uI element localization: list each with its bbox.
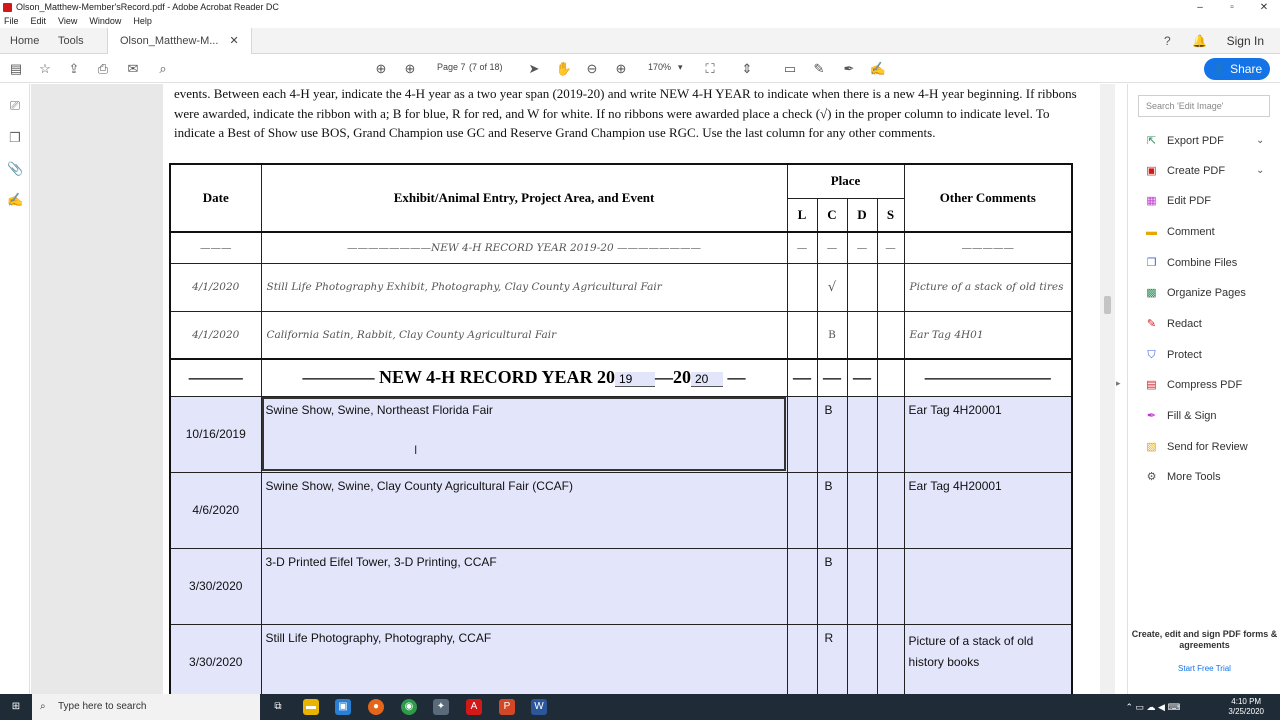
menu-edit[interactable]: Edit [30,16,47,26]
page-count: (7 of 18) [469,62,503,72]
scrollbar-thumb[interactable] [1104,296,1111,314]
help-icon[interactable]: ? [1164,34,1171,48]
tool-label: Redact [1167,318,1202,330]
comments-field[interactable]: Ear Tag 4H20001 [904,472,1072,548]
record-row [170,548,1072,624]
example-entry: California Satin, Rabbit, Clay County Agricultural Fair [261,311,787,359]
window-title-bar [0,0,1280,15]
d-field[interactable] [847,396,877,472]
window-title: Olson_Matthew-Member'sRecord.pdf - Adobe Acrobat Reader DC [16,2,279,12]
menu-view[interactable]: View [58,16,78,26]
tool-fill-sign[interactable] [1144,407,1217,425]
example-dash-c: — [817,232,847,263]
file-explorer-icon[interactable]: ▬ [303,699,319,715]
hand-tool-icon[interactable]: ✋ [555,61,573,76]
comments-field[interactable]: Ear Tag 4H20001 [904,396,1072,472]
scan-enhance-icon[interactable]: ⎚ [9,98,21,113]
example-year-row [170,232,1072,263]
record-row [170,396,1072,472]
tool-combine-files[interactable] [1144,254,1237,272]
edit-pdf-icon: ▦ [1146,195,1157,208]
date-field[interactable]: 3/30/2020 [170,548,261,624]
pdf-page [163,84,1105,694]
redact-pen-icon: ✎ [1146,318,1157,331]
share-button[interactable] [1204,58,1270,80]
tool-label: Combine Files [1167,257,1238,269]
tool-protect[interactable] [1144,346,1202,364]
tool-more-tools[interactable] [1144,468,1221,486]
windows-start-icon[interactable]: ⊞ [11,701,21,712]
close-window-button[interactable]: ✕ [1259,2,1269,13]
example-date: 4/1/2020 [170,263,261,311]
example-c-mark: √ [817,263,847,311]
draw-sign-icon[interactable]: ✒ [843,61,855,76]
collapse-right-panel-icon[interactable]: ▸ [1116,378,1121,388]
new-year-dash-l: — [787,359,817,396]
records-table [169,163,1073,694]
header-date: Date [170,164,261,232]
tools-search-input[interactable]: Search 'Edit Image' [1138,95,1270,117]
example-date: 4/1/2020 [170,311,261,359]
acrobat-taskbar-icon[interactable]: A [466,699,482,715]
s-field[interactable] [877,548,904,624]
s-field[interactable] [877,396,904,472]
header-s: S [877,198,904,232]
scroll-mode-icon[interactable]: ⇕ [741,61,753,76]
notification-bell-icon[interactable]: 🔔 [1192,34,1207,48]
tab-bar [0,28,1280,54]
tool-compress-pdf[interactable] [1144,376,1242,394]
tool-label: Edit PDF [1167,195,1212,207]
share-label: Share [1230,62,1263,76]
start-free-trial-link[interactable]: Start Free Trial [1178,664,1231,673]
l-field[interactable] [787,396,817,472]
example-row [170,311,1072,359]
example-comments: Picture of a stack of old tires [904,263,1072,311]
tool-label: Export PDF [1167,135,1224,147]
d-field[interactable] [847,624,877,694]
protect-shield-icon: ⛉ [1147,349,1156,362]
example-dash-comments: ————— [904,232,1072,263]
export-pdf-icon: ⇱ [1146,135,1157,148]
task-view-icon[interactable]: ⧉ [274,701,282,712]
c-field[interactable]: B [817,396,847,472]
new-year-mid: —20 [655,367,691,388]
comments-field[interactable]: Picture of a stack of old history books [904,624,1072,694]
minimize-button[interactable]: – [1197,2,1203,13]
fill-sign-pen-icon: ✒ [1146,410,1157,423]
send-review-icon: ▧ [1146,441,1157,454]
page-thumbnails-icon[interactable]: ❐ [9,130,21,145]
header-c: C [817,198,847,232]
word-icon[interactable]: W [531,699,547,715]
email-icon[interactable]: ✉ [127,61,139,76]
vertical-scrollbar[interactable] [1100,84,1115,694]
tool-create-pdf[interactable] [1144,162,1265,180]
tool-comment[interactable] [1144,223,1215,241]
windows-taskbar [0,694,1280,720]
example-c-mark: B [817,311,847,359]
close-tab-icon[interactable]: ✕ [229,35,239,47]
entry-field[interactable]: 3-D Printed Eifel Tower, 3-D Printing, CCAF [261,548,787,624]
expand-chevron-icon[interactable]: ⌄ [1256,135,1265,146]
l-field[interactable] [787,624,817,694]
tab-document-label: Olson_Matthew-M... [120,35,219,47]
combine-files-icon: ❐ [1146,257,1157,270]
tool-redact[interactable] [1144,315,1202,333]
example-comments: Ear Tag 4H01 [904,311,1072,359]
tool-label: Compress PDF [1167,379,1243,391]
clock-date: 3/25/2020 [1228,707,1264,716]
tab-document[interactable] [107,28,252,54]
comment-bubble-icon: ▬ [1146,226,1157,239]
l-field[interactable] [787,472,817,548]
menu-window[interactable]: Window [89,16,122,26]
record-row [170,472,1072,548]
search-icon: ⌕ [40,701,46,712]
entry-field[interactable]: Swine Show, Swine, Northeast Florida Fair [261,396,787,472]
tool-send-for-review[interactable] [1144,438,1248,456]
share-person-icon: 👤 [1211,62,1231,76]
s-field[interactable] [877,472,904,548]
powerpoint-icon[interactable]: P [499,699,515,715]
zoom-level-select[interactable]: 170% [648,62,672,72]
tools-pane [1127,84,1280,694]
organize-pages-icon: ▩ [1146,287,1157,300]
create-pdf-icon: ▣ [1146,165,1157,178]
select-cursor-icon[interactable]: ➤ [528,61,540,76]
example-dash-date: ——— [170,232,261,263]
d-field[interactable] [847,472,877,548]
text-cursor-icon: I [414,443,418,457]
entry-field[interactable]: Still Life Photography, Photography, CCAF [261,624,787,694]
new-year-suffix: — [723,367,746,388]
zoom-out-icon[interactable]: ⊖ [586,61,598,76]
comments-field[interactable] [904,548,1072,624]
new-year-dash-d: — [847,359,877,396]
date-field[interactable]: 10/16/2019 [170,396,261,472]
bookmark-star-icon[interactable]: ☆ [39,61,51,76]
taskbar-search-placeholder: Type here to search [58,701,147,712]
taskbar-clock[interactable] [1228,697,1264,717]
l-field[interactable] [787,548,817,624]
header-place: Place [787,164,904,198]
signature-icon[interactable]: ✍ [7,192,24,207]
entry-field[interactable]: Swine Show, Swine, Clay County Agricultural Fair (CCAF) [261,472,787,548]
main-toolbar [0,55,1280,83]
date-field[interactable]: 4/6/2020 [170,472,261,548]
system-tray-icons[interactable]: ⌃ ▭ ☁ ◀ ⌨ [1125,702,1181,712]
chrome-icon[interactable]: ◉ [401,699,417,715]
app-icon[interactable]: ✦ [433,699,449,715]
tool-label: Create PDF [1167,165,1226,177]
firefox-icon[interactable]: ● [368,699,384,715]
page-number-field[interactable]: Page 7 [437,62,466,72]
next-page-icon[interactable]: ⊕ [404,61,416,76]
tab-tools[interactable]: Tools [58,35,84,47]
store-icon[interactable]: ▣ [335,699,351,715]
maximize-button[interactable]: ▫ [1230,2,1234,13]
tool-organize-pages[interactable] [1144,284,1246,302]
menu-help[interactable]: Help [133,16,152,26]
s-field[interactable] [877,624,904,694]
comment-icon[interactable]: ▭ [783,61,797,76]
find-search-icon[interactable]: ⌕ [159,61,167,76]
example-dash-d: — [847,232,877,263]
example-entry: Still Life Photography Exhibit, Photography, Clay County Agricultural Fair [261,263,787,311]
tool-label: Fill & Sign [1167,410,1217,422]
year-end-field[interactable]: 20 [691,372,723,387]
tool-label: Comment [1167,226,1215,238]
expand-chevron-icon[interactable]: ⌄ [1256,165,1265,176]
date-field[interactable]: 3/30/2020 [170,624,261,694]
c-field[interactable]: R [817,624,847,694]
menu-bar [0,15,1280,28]
left-nav-rail [0,84,30,694]
upload-cloud-icon[interactable]: ⇪ [68,61,80,76]
example-dash-s: — [877,232,904,263]
new-year-dash-comments: ——————— [904,359,1072,396]
save-icon[interactable]: ▤ [9,61,23,76]
tab-home[interactable]: Home [10,35,40,47]
more-tools-icon: ⚙ [1146,471,1157,484]
previous-page-icon[interactable]: ⊕ [375,61,387,76]
new-year-prefix: ———— NEW 4-H RECORD YEAR 20 [302,367,615,388]
attachments-paperclip-icon[interactable]: 📎 [7,161,24,176]
tool-label: Protect [1167,349,1202,361]
example-year-line: ————————NEW 4-H RECORD YEAR 2019-20 ———————— [261,232,787,263]
example-dash-l: — [787,232,817,263]
tool-export-pdf[interactable] [1144,132,1265,150]
new-year-dash-c: — [817,359,847,396]
zoom-in-icon[interactable]: ⊕ [615,61,627,76]
tool-label: Send for Review [1167,441,1248,453]
acrobat-app-icon [3,3,12,12]
instructions-text: events. Between each 4-H year, indicate the 4-H year as a two year span (2019-20) and write NEW 4-H YEAR to indicate when there is a new 4-H year beginning. If ribbons were awarded, indicate the ribbon with a; B for blue, R for red, and W for white. If no ribbons were awarded place a check (√) in the proper column to indicate level. To indicate a Best of Show use BOS, Grand Champion use GC and Reserve Grand Champion use RGC. Use the last column for any other comments. [174,86,1077,140]
sign-in-link[interactable]: Sign In [1226,34,1264,48]
document-viewer[interactable] [31,84,1115,694]
promo-text: Create, edit and sign PDF forms & agreements [1131,629,1278,650]
menu-file[interactable]: File [4,16,19,26]
taskbar-search-input[interactable] [32,694,260,720]
header-d: D [847,198,877,232]
header-l: L [787,198,817,232]
example-row [170,263,1072,311]
d-field[interactable] [847,548,877,624]
print-icon[interactable]: ⎙ [97,61,109,76]
tool-label: More Tools [1167,471,1221,483]
highlight-pen-icon[interactable]: ✎ [813,61,825,76]
header-entry: Exhibit/Animal Entry, Project Area, and Event [261,164,787,232]
c-field[interactable]: B [817,548,847,624]
compress-pdf-icon: ▤ [1146,379,1157,392]
tool-label: Organize Pages [1167,287,1246,299]
new-year-line [261,359,787,396]
zoom-dropdown-chevron-icon[interactable]: ▾ [678,62,683,72]
page-fit-icon[interactable]: ⛶ [705,61,715,76]
new-year-row [170,359,1072,396]
tool-edit-pdf[interactable] [1144,192,1211,210]
new-year-dash-date: ——— [170,359,261,396]
year-start-field[interactable]: 19 [615,372,655,387]
fill-sign-icon[interactable]: ✍ [869,61,887,76]
clock-time: 4:10 PM [1231,697,1262,706]
record-row [170,624,1072,694]
header-comments: Other Comments [904,164,1072,232]
c-field[interactable]: B [817,472,847,548]
